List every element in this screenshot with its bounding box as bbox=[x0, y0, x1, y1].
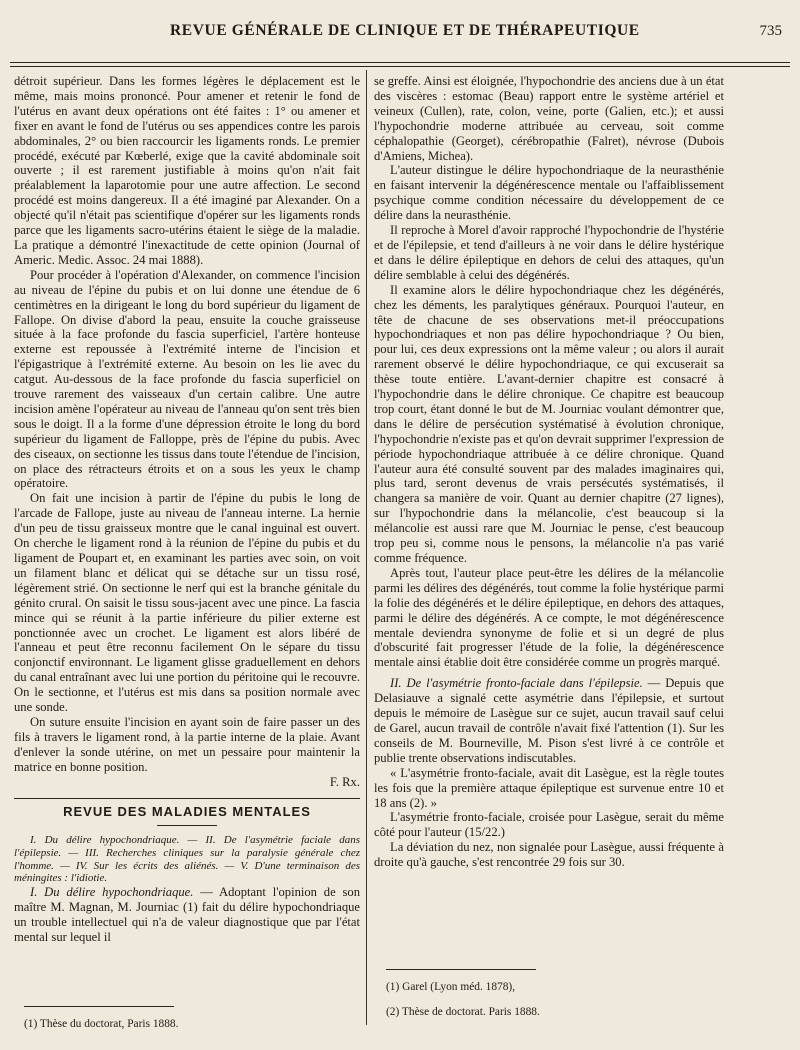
paragraph: Il reproche à Morel d'avoir rapproché l'hypochondrie de l'hystérie et de l'épilepsie, et tend d'ailleurs à ne voir dans le délire hystérique et dans le délire épileptique en dehors de celui des attaques, qu'un délire semblable à celui des dégénérés. bbox=[374, 223, 724, 282]
header-rule-thin bbox=[10, 66, 790, 67]
page-number: 735 bbox=[759, 23, 782, 39]
footnote-rule bbox=[24, 1006, 174, 1007]
subsection-text: — Adoptant l'opinion de son maître M. Magnan, M. Journiac (1) fait du délire hypochondriaque un trouble intellectuel qui n'a de valeur diagnostique que par l'état mental sur lequel il bbox=[14, 884, 360, 944]
journal-title: REVUE GÉNÉRALE DE CLINIQUE ET DE THÉRAPEUTIQUE bbox=[170, 22, 640, 39]
paragraph: La déviation du nez, non signalée pour Lasègue, aussi fréquente à droite qu'à gauche, s'est rencontrée 29 fois sur 30. bbox=[374, 840, 724, 870]
running-head bbox=[0, 22, 800, 46]
right-column bbox=[374, 74, 724, 870]
paragraph: Il examine alors le délire hypochondriaque chez les dégénérés, chez les déments, les paralytiques généraux. Pourquoi l'auteur, en tête de chacune de ses observations met-il préoccupations hypochondriaques et non pas délire hypochondriaque ? Ou bien, pour lui, ces deux expressions ont la même valeur ; ou alors il aurait rarement observé le délire hypochondriaque, ce qui excuserait sa thèse toute entière. L'avant-dernier chapitre est consacré à l'hypochondrie dans le délire chronique. Ce chapitre est beaucoup trop court, étant donné le but de M. Journiac voulant démontrer que, dans le délire de persécution systématisé à évolution chronique, l'hypochondrie n'existe pas et qu'on devrait supprimer l'expression de période hypochondriaque attribuée à ce délire chronique. Quand l'auteur aura été consulté souvent par des malades imaginaires qui, plus tard, seront devenus de vrais persécutés systématisés, il changera sa manière de voir. Quant au dernier chapitre (27 lignes), sur l'hypochondrie dans la mélancolie, c'est beaucoup si la mélancolie est aussi rare que M. Journiac le pense, c'est beaucoup trop peu si, comme nous le pensons, la mélancolie n'a pas varié comme fréquence. bbox=[374, 282, 724, 565]
paragraph: L'auteur distingue le délire hypochondriaque de la neurasthénie en faisant intervenir la dégénérescence mentale ou l'affaiblissement psychique comme condition nécessaire du développement de ce délire dans la neurasthénie. bbox=[374, 163, 724, 223]
paragraph: On suture ensuite l'incision en ayant soin de faire passer un des fils à travers le ligament rond, à la partie interne de la plaie. Avant d'enlever la sonde utérine, on met un pessaire pour maintenir la matrice en bonne position. bbox=[14, 714, 360, 774]
subsection-heading: II. De l'asymétrie fronto-faciale dans l'épilepsie. bbox=[390, 676, 643, 691]
footnote-rule bbox=[386, 969, 536, 970]
header-rule bbox=[10, 62, 790, 63]
left-column bbox=[14, 74, 360, 944]
paragraph: L'asymétrie fronto-faciale, croisée pour Lasègue, serait du même côté pour l'auteur (15/22.) bbox=[374, 810, 724, 840]
paragraph: « L'asymétrie fronto-faciale, avait dit Lasègue, est la règle toutes les fois que la première attaque épileptique est survenue entre 10 et 18 ans (2). » bbox=[374, 765, 724, 810]
left-footnotes bbox=[24, 1006, 354, 1043]
paragraph: On fait une incision à partir de l'épine du pubis le long de l'arcade de Fallope, juste au niveau de l'anneau interne. La hernie d'un peu de tissu graisseux montre que le canal inguinal est ouvert. On cherche le ligament rond à la réunion de l'épine du pubis et du ligament de Poupart et, en examinant les parties avec soin, on voit un filament blanc et délicat qui se détache sur un tissu rosé, légèrement strié. On sectionne le nerf qui est la branche génitale du génito crural. On saisit le tissu sous-jacent avec une pince. La fascia mince qui se réunit à la partie inférieure du pilier externe est ponctionnée avec un crochet. Le ligament est alors libéré de l'anneau et peut être reconnu facilement On le sépare du tissu conjonctif environnant. Le ligament glisse graduellement en dehors du canal entraînant avec lui une portion du péritoine qui le recouvre. On le sectionne, et l'utérus est mis dans sa position normale avec une sonde. bbox=[14, 491, 360, 715]
paragraph: Après tout, l'auteur place peut-être les délires de la mélancolie parmi les délires des dégénérés, tout comme la folie hystérique parmi la folie des dégénérés et le délire épileptique, en dehors des attaques, parmi le délire des dégénérés. A ce compte, le mot dégénérescence mentale deviendra synonyme de folie et si un degré de plus d'obscurité fait progresser l'étude de la folie, la dégénérescence mentale ainsi établie doit être considérée comme un progrès marqué. bbox=[374, 565, 724, 670]
subsection-heading: I. Du délire hypochondriaque. bbox=[30, 884, 194, 899]
right-footnotes bbox=[386, 969, 716, 1030]
section-divider bbox=[14, 798, 360, 799]
paragraph: se greffe. Ainsi est éloignée, l'hypochondrie des anciens due à un état des viscères : estomac (Beau) rapport entre le système artériel et veineux (Cullen), rate, colon, veine, porte (Galien, etc.); et aussi l'hypochondrie moderne attribuée au cerveau, soit comme céphalopathie (Georget), cérébropathie (Falret), névrose (Dubois d'Amiens, Michea). bbox=[374, 74, 724, 163]
subsection-paragraph bbox=[14, 885, 360, 945]
paragraph: Pour procéder à l'opération d'Alexander, on commence l'incision au niveau de l'épine du pubis et on lui donne une étendue de 6 centimètres en la dirigeant le long du bord supérieur du ligament de Fallope. On divise d'abord la peau, ensuite la couche graisseuse située à la face profonde du fascia superficiel, l'artère honteuse externe est repoussée à l'extrémité interne de l'incision et l'épigastrique à l'extrémité externe. Au besoin on les lie avec du catgut. Au-dessous de la face profonde du fascia superficiel on trouve rarement des vaisseaux d'un certain calibre. Une autre incision amène l'opérateur au niveau de l'anneau qu'on sent très bien sous le doigt. Il a la forme d'une dépression étroite le long du bord supérieur du ligament de Falloppe, près de l'épine du pubis. Avec des ciseaux, on sectionne les tissus dans toute l'étendue de l'incision, on place des rétracteurs étroits et on a sous les yeux le champ opératoire. bbox=[14, 267, 360, 491]
footnote: (2) Thèse de doctorat. Paris 1888. bbox=[386, 1005, 540, 1018]
paragraph: détroit supérieur. Dans les formes légères le déplacement est le même, mais moins prononcé. Pour amener et retenir le fond de l'utérus en avant deux opérations ont été faites : 1° ou amener et fixer en avant le fond de l'utérus ou ses appendices contre les parois abdominales, 2° ou bien raccourcir les ligaments ronds. Le premier procédé, exécuté par Kœberlé, exige que la cavité abdominale soit ouverte ; il est rarement justifiable à moins qu'on n'ait fait préalablement la laparotomie pour une autre affection. Le second procédé est moins dangereux. Il a été imaginé par Alexander. On a objecté qu'il n'était pas scientifique d'opérer sur les ligaments ronds parce que les ligaments sacro-utérins étaient le siège de la maladie. La pratique a démontré l'inexactitude de cette opinion (Journal of Americ. Medic. Assoc. 24 mai 1888). bbox=[14, 74, 360, 267]
subsection-paragraph bbox=[374, 676, 724, 765]
footnote: (1) Garel (Lyon méd. 1878), bbox=[386, 981, 516, 994]
subsection-text: — Depuis que Delasiauve a signalé cette asymétrie dans l'épilepsie, et surtout depuis le mémoire de Lasègue sur ce sujet, aucun travail sauf celui de Garel, aucun travail de contrôle n'avait fixé l'attention (1). Sur les conseils de M. Bourneville, M. Pison s'est livré à ce contrôle et publie trente observations indiscutables. bbox=[374, 676, 724, 765]
section-summary: I. Du délire hypochondriaque. — II. De l'asymétrie faciale dans l'épilepsie. — III. Recherches cliniques sur la paralysie générale chez l'homme. — IV. Sur les écrits des aliénés. — V. D'une terminaison des méningites : l'idiotie. bbox=[14, 834, 360, 885]
section-title: REVUE DES MALADIES MENTALES bbox=[63, 803, 311, 819]
author-signature: F. Rx. bbox=[329, 774, 360, 789]
column-divider bbox=[366, 70, 367, 1025]
title-underline bbox=[157, 825, 217, 826]
footnote: (1) Thèse du doctorat, Paris 1888. bbox=[24, 1018, 179, 1031]
